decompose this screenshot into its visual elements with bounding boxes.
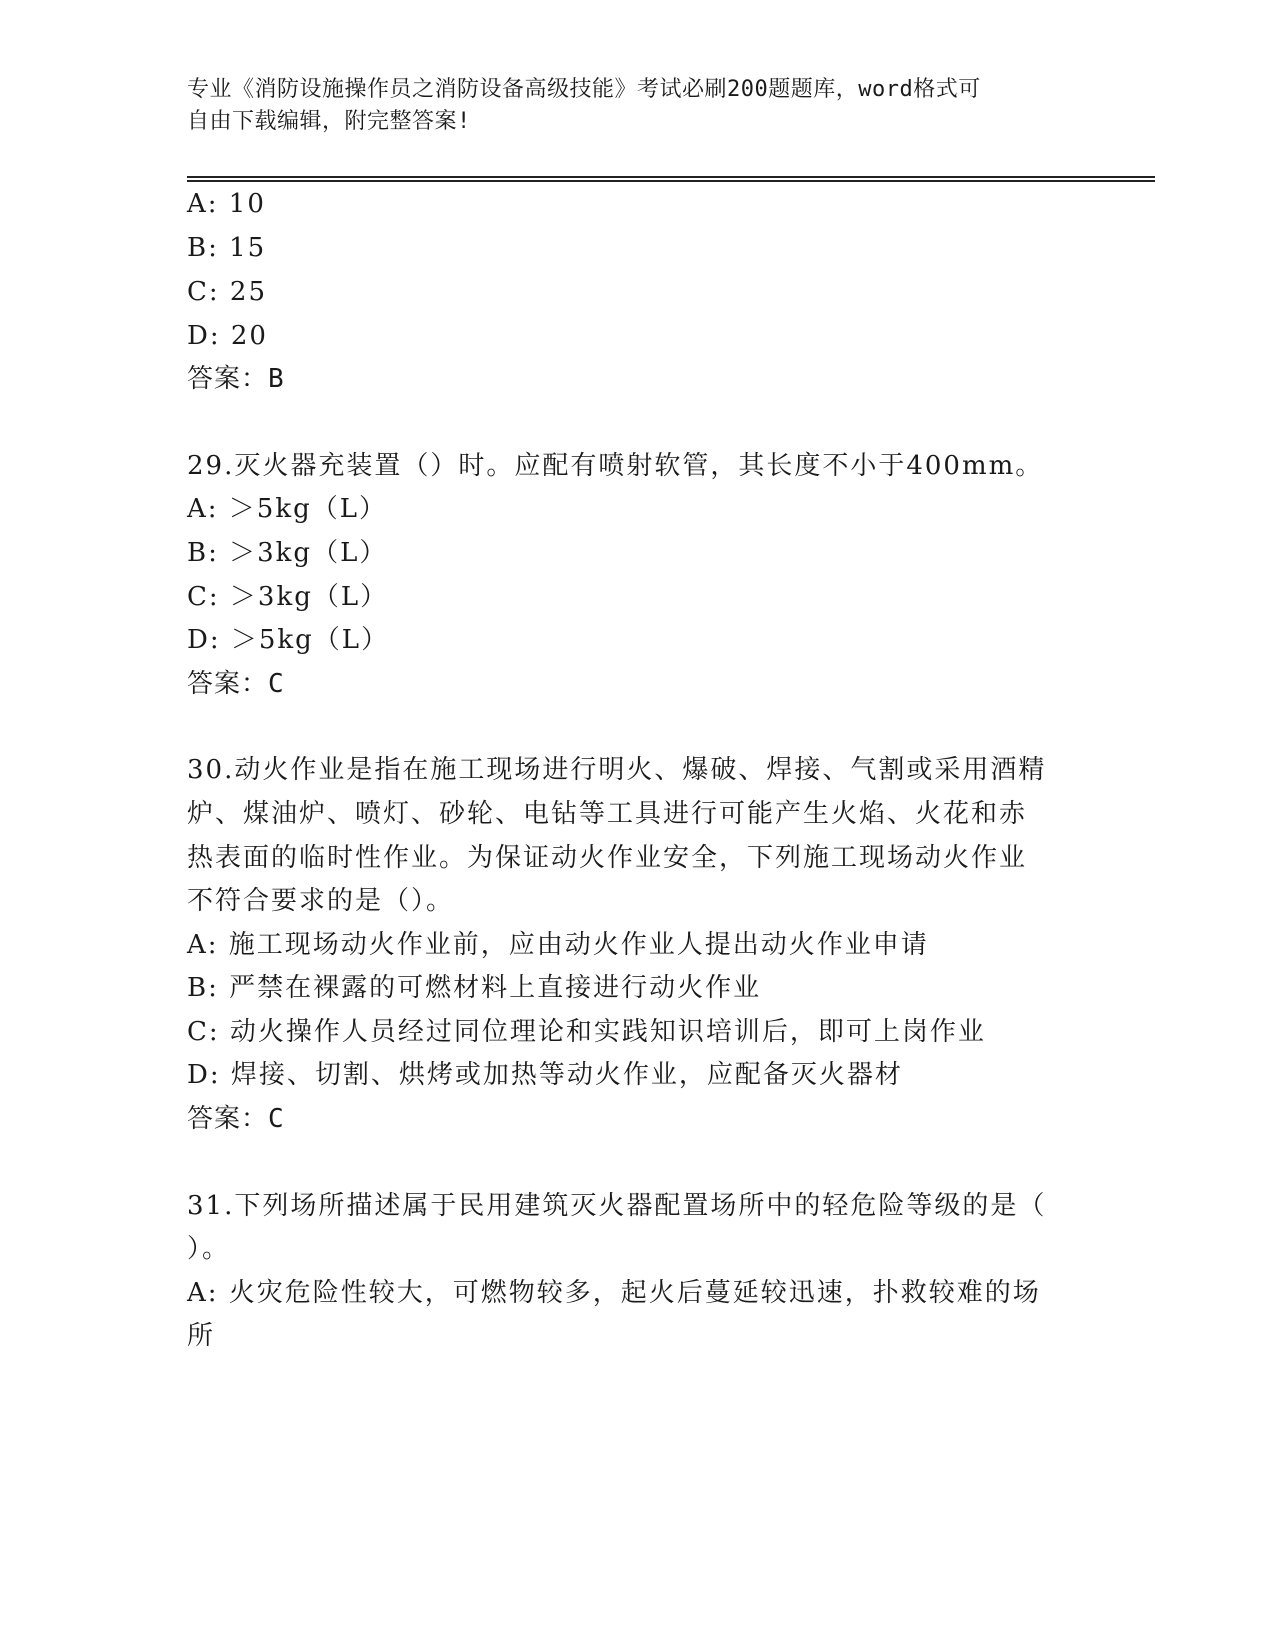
q31-option-a-line-2: 所 <box>187 1321 216 1351</box>
q30-stem-line-4: 不符合要求的是（）。 <box>187 886 455 916</box>
q30-option-d: D: 焊接、切割、烘烤或加热等动火作业，应配备灭火器材 <box>187 1060 903 1090</box>
q29-answer <box>187 666 285 702</box>
q29-option-a: A: ＞5kg（L） <box>187 494 388 524</box>
q30-stem-line-1: 30.动火作业是指在施工现场进行明火、爆破、焊接、气割或采用酒精 <box>187 755 1047 785</box>
header-rule-bottom <box>187 180 1155 182</box>
q28-option-d: D: 20 <box>187 321 268 351</box>
q29-option-b: B: ＞3kg（L） <box>187 538 388 568</box>
document-header <box>187 74 1067 138</box>
q31-stem-line-2: ）。 <box>187 1234 231 1264</box>
q30-option-b: B: 严禁在裸露的可燃材料上直接进行动火作业 <box>187 973 762 1003</box>
header-line-2: 自由下载编辑，附完整答案! <box>187 109 471 134</box>
q29-option-c: C: ＞3kg（L） <box>187 582 389 612</box>
q30-option-a: A: 施工现场动火作业前，应由动火作业人提出动火作业申请 <box>187 930 929 960</box>
q29-option-d: D: ＞5kg（L） <box>187 625 390 655</box>
q28-option-b: B: 15 <box>187 233 267 263</box>
q31-option-a-line-1: A: 火灾危险性较大，可燃物较多，起火后蔓延较迅速，扑救较难的场 <box>187 1278 1041 1308</box>
answer-label: 答案： <box>187 669 269 699</box>
q31-stem-line-1: 31.下列场所描述属于民用建筑灭火器配置场所中的轻危险等级的是（ <box>187 1191 1047 1221</box>
q28-answer <box>187 361 285 397</box>
q28-option-a: A: 10 <box>187 189 266 219</box>
answer-value: C <box>268 669 285 699</box>
answer-value: C <box>268 1104 285 1134</box>
header-rule-top <box>187 176 1155 178</box>
q30-stem-line-3: 热表面的临时性作业。为保证动火作业安全，下列施工现场动火作业 <box>187 843 1028 873</box>
q30-stem-line-2: 炉、煤油炉、喷灯、砂轮、电钻等工具进行可能产生火焰、火花和赤 <box>187 799 1028 829</box>
q30-answer <box>187 1101 285 1137</box>
answer-label: 答案： <box>187 1104 269 1134</box>
q29-stem: 29.灭火器充装置（）时。应配有喷射软管，其长度不小于400mm。 <box>187 451 1044 481</box>
q28-option-c: C: 25 <box>187 277 268 307</box>
answer-label: 答案： <box>187 364 269 394</box>
answer-value: B <box>268 364 285 394</box>
header-line-1: 专业《消防设施操作员之消防设备高级技能》考试必刷200题题库，word格式可 <box>187 77 981 102</box>
q30-option-c: C: 动火操作人员经过同位理论和实践知识培训后，即可上岗作业 <box>187 1017 986 1047</box>
